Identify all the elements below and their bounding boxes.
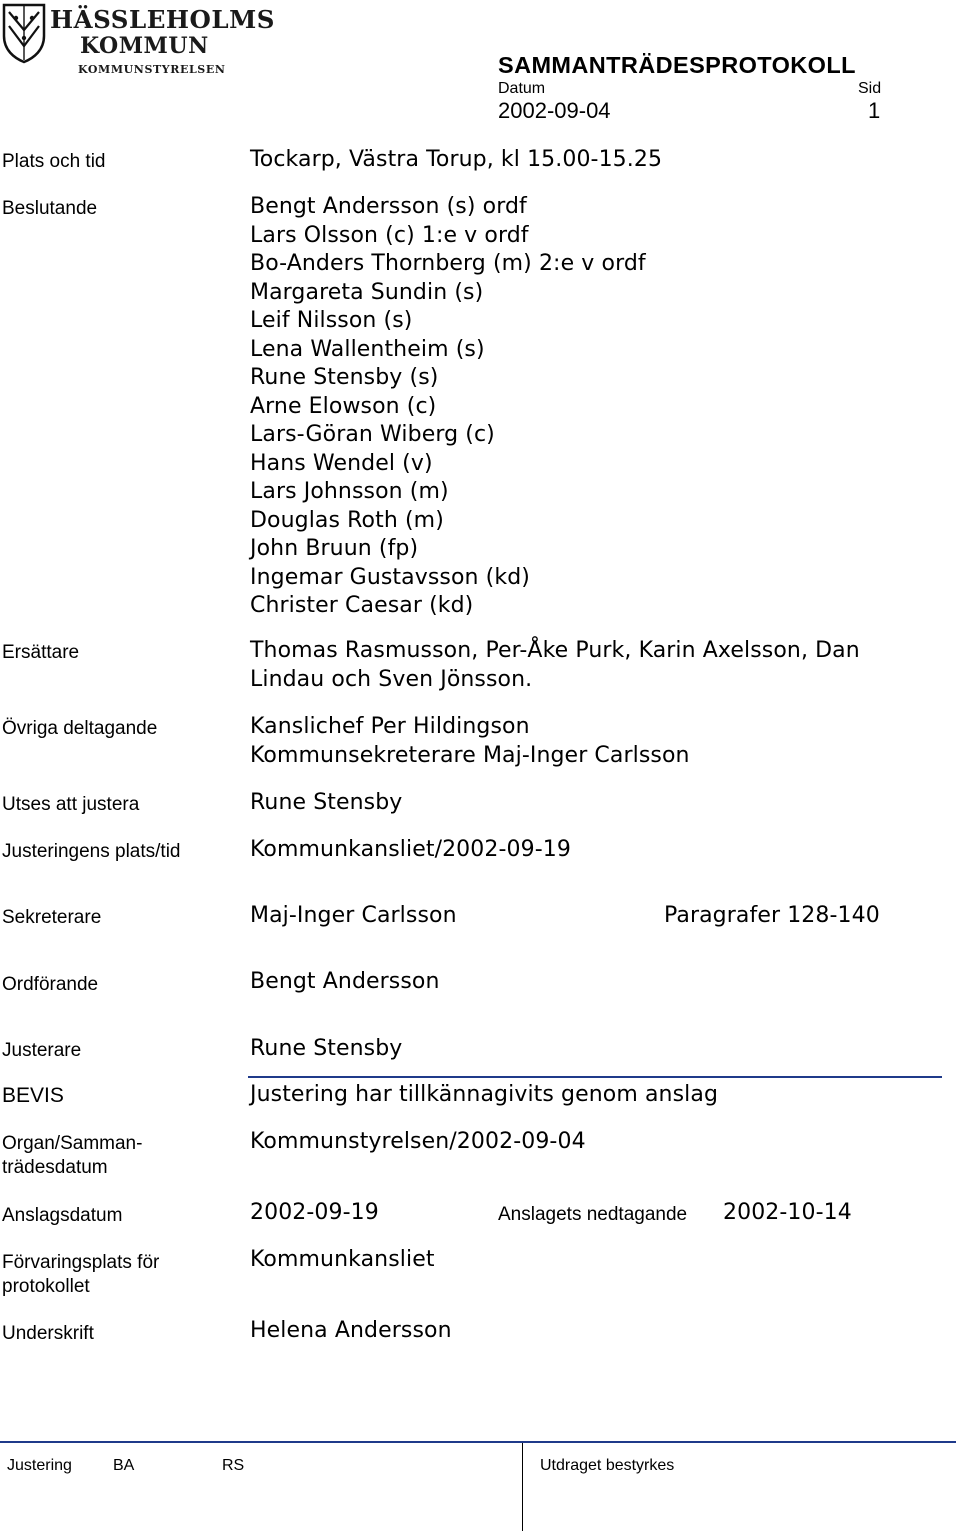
- member-item: John Bruun (fp): [250, 536, 419, 561]
- member-item: Rune Stensby (s): [250, 365, 439, 390]
- justeringens-value: Kommunkansliet/2002-09-19: [250, 837, 571, 862]
- plats-value: Tockarp, Västra Torup, kl 15.00-15.25: [250, 147, 663, 172]
- organ-label-line: Organ/Samman-: [2, 1133, 143, 1154]
- ersattare-line: Thomas Rasmusson, Per-Åke Purk, Karin Axelsson, Dan: [250, 638, 860, 663]
- footer-justering: Justering: [7, 1457, 72, 1474]
- bevis-value: Justering har tillkännagivits genom anslag: [250, 1082, 719, 1107]
- member-item: Lena Wallentheim (s): [250, 336, 485, 362]
- member-item: Leif Nilsson (s): [250, 308, 413, 333]
- member-item: Ingemar Gustavsson (kd): [250, 564, 530, 590]
- anslag-value: 2002-09-19: [250, 1200, 379, 1225]
- sekreterare-value: Maj-Inger Carlsson: [250, 903, 457, 928]
- member-item: Arne Elowson (c): [250, 393, 437, 419]
- utses-value: Rune Stensby: [250, 790, 403, 815]
- ovriga-line: Kommunsekreterare Maj-Inger Carlsson: [250, 742, 690, 768]
- utses-label: Utses att justera: [2, 794, 140, 815]
- footer-initials-rs: RS: [222, 1457, 245, 1474]
- ordforande-value: Bengt Andersson: [250, 969, 440, 994]
- member-item: Lars Olsson (c) 1:e v ordf: [250, 222, 529, 248]
- member-item: Bo-Anders Thornberg (m) 2:e v ordf: [250, 251, 646, 276]
- member-item: Bengt Andersson (s) ordf: [250, 194, 527, 219]
- ovriga-label: Övriga deltagande: [2, 718, 158, 739]
- footer-divider: [522, 1443, 523, 1531]
- justeringens-label: Justeringens plats/tid: [2, 841, 181, 862]
- footer-rule: [0, 1441, 956, 1443]
- underskrift-label: Underskrift: [2, 1323, 94, 1344]
- organ-value: Kommunstyrelsen/2002-09-04: [250, 1129, 586, 1154]
- forvaring-label-line: protokollet: [2, 1276, 90, 1297]
- member-item: Lars Johnsson (m): [250, 479, 449, 504]
- sekreterare-label: Sekreterare: [2, 907, 102, 928]
- kommun-name-line3: KOMMUNSTYRELSEN: [78, 63, 226, 76]
- paragrafer-value: Paragrafer 128-140: [664, 903, 880, 928]
- plats-label: Plats och tid: [2, 151, 106, 172]
- nedtagande-label: Anslagets nedtagande: [498, 1204, 688, 1225]
- signature-line: [248, 1076, 942, 1078]
- coat-of-arms-icon: [1, 2, 47, 64]
- member-item: Margareta Sundin (s): [250, 279, 484, 305]
- datum-label: Datum: [498, 80, 546, 97]
- sid-label: Sid: [858, 80, 882, 97]
- datum-value: 2002-09-04: [498, 98, 611, 123]
- sid-value: 1: [868, 98, 881, 123]
- beslutande-label: Beslutande: [2, 198, 98, 219]
- footer-initials-ba: BA: [113, 1457, 135, 1474]
- member-item: Christer Caesar (kd): [250, 593, 474, 618]
- forvaring-value: Kommunkansliet: [250, 1247, 435, 1272]
- nedtagande-value: 2002-10-14: [723, 1200, 852, 1225]
- underskrift-value: Helena Andersson: [250, 1318, 452, 1343]
- forvaring-label-line: Förvaringsplats för: [2, 1252, 160, 1273]
- document-title: SAMMANTRÄDESPROTOKOLL: [498, 52, 856, 78]
- justerare-label: Justerare: [2, 1040, 82, 1061]
- ersattare-line: Lindau och Sven Jönsson.: [250, 666, 533, 692]
- bevis-label: BEVIS: [2, 1084, 64, 1107]
- organ-label: [2, 1132, 142, 1180]
- ordforande-label: Ordförande: [2, 974, 99, 995]
- ovriga-value: [250, 713, 690, 770]
- member-item: Douglas Roth (m): [250, 507, 444, 533]
- member-item: Hans Wendel (v): [250, 450, 433, 476]
- justerare-value: Rune Stensby: [250, 1036, 403, 1061]
- kommun-name-line1: HÄSSLEHOLMS: [50, 5, 275, 34]
- ersattare-value: [250, 637, 860, 694]
- footer-utdraget: Utdraget bestyrkes: [540, 1457, 675, 1474]
- ersattare-label: Ersättare: [2, 642, 80, 663]
- beslutande-list: [250, 193, 646, 621]
- member-item: Lars-Göran Wiberg (c): [250, 422, 495, 447]
- organ-label-line: trädesdatum: [2, 1157, 108, 1178]
- forvaring-label: [2, 1251, 159, 1299]
- anslag-label: Anslagsdatum: [2, 1205, 123, 1226]
- kommun-name-line2: KOMMUN: [80, 33, 209, 59]
- kommun-logo: [0, 0, 275, 80]
- ovriga-line: Kanslichef Per Hildingson: [250, 714, 530, 739]
